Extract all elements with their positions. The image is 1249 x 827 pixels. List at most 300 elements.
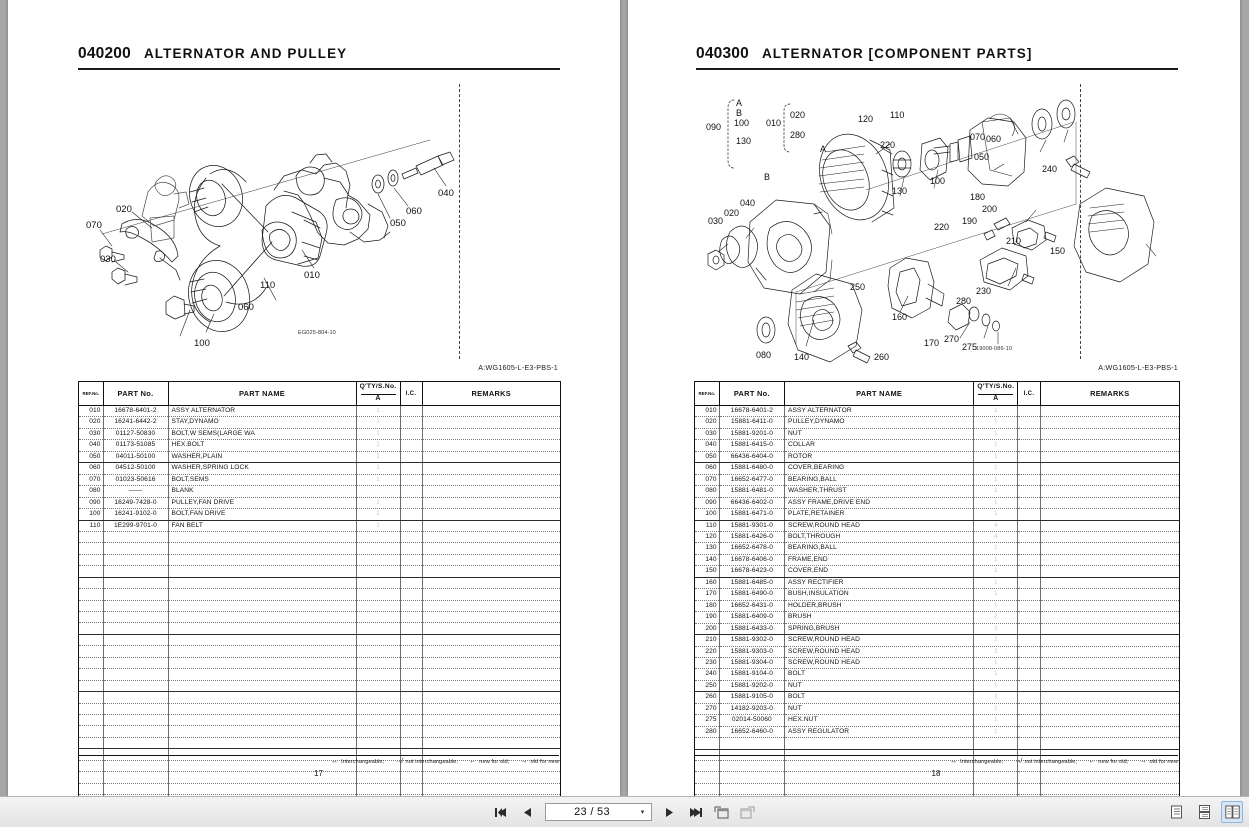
table-row xyxy=(695,680,1179,691)
cell-qty xyxy=(356,531,400,542)
cell-ref-no xyxy=(79,589,103,600)
legend-item xyxy=(469,758,509,765)
cell-ic xyxy=(400,623,422,634)
legend-item xyxy=(1139,758,1178,765)
cell-part-name: ROTOR xyxy=(785,451,974,462)
cell-part-no xyxy=(103,669,168,680)
svg-text:010: 010 xyxy=(766,118,782,128)
cell-part-no: 15881-9202-0 xyxy=(719,680,784,691)
table-row xyxy=(79,417,560,428)
table-row xyxy=(79,486,560,497)
table-row xyxy=(695,428,1179,439)
cell-part-name xyxy=(168,543,356,554)
table-row xyxy=(695,566,1179,577)
cell-part-name: NUT xyxy=(785,703,974,714)
cell-ic xyxy=(1018,406,1040,417)
cell-remarks xyxy=(1040,715,1179,726)
cell-ic xyxy=(400,406,422,417)
cell-qty: 1 xyxy=(974,463,1018,474)
svg-text:030: 030 xyxy=(100,254,116,265)
cell-part-name xyxy=(168,646,356,657)
cell-remarks xyxy=(1040,566,1179,577)
table-row-blank xyxy=(695,783,1179,794)
cell-ref-no: 060 xyxy=(695,463,719,474)
table-row xyxy=(695,531,1179,542)
svg-text:220: 220 xyxy=(934,222,950,232)
svg-text:275: 275 xyxy=(962,342,978,352)
cell-ic xyxy=(1018,417,1040,428)
svg-text:110: 110 xyxy=(260,280,276,291)
cell-ic xyxy=(400,509,422,520)
cell-remarks xyxy=(1040,612,1179,623)
cell-part-no xyxy=(103,692,168,703)
cell-qty xyxy=(356,646,400,657)
cell-qty: 1 xyxy=(974,703,1018,714)
cell-part-no xyxy=(103,600,168,611)
cell-ref-no xyxy=(695,783,719,794)
cell-remarks xyxy=(422,783,560,794)
table-row xyxy=(695,463,1179,474)
document-page-right[interactable] xyxy=(628,0,1240,796)
svg-text:020: 020 xyxy=(724,208,740,218)
cell-qty: 2 xyxy=(974,623,1018,634)
cell-part-name: BOLT xyxy=(785,669,974,680)
cell-ic xyxy=(1018,566,1040,577)
cell-remarks xyxy=(1040,600,1179,611)
cell-qty: 1 xyxy=(974,486,1018,497)
cell-qty: 1 xyxy=(356,463,400,474)
cell-part-name: ASSY ALTERNATOR xyxy=(168,406,356,417)
cell-ic xyxy=(400,520,422,531)
cell-ic xyxy=(1018,428,1040,439)
cell-part-no: 15881-6415-0 xyxy=(719,440,784,451)
cell-qty: 1 xyxy=(974,715,1018,726)
section-code: 040300 xyxy=(696,45,749,62)
cell-ref-no xyxy=(79,566,103,577)
table-row xyxy=(695,600,1179,611)
continuous-view-button[interactable] xyxy=(1193,801,1215,823)
cell-part-no: 15881-9303-0 xyxy=(719,646,784,657)
cell-remarks xyxy=(1040,440,1179,451)
first-page-button[interactable] xyxy=(493,803,510,822)
cell-ic xyxy=(1018,623,1040,634)
cell-qty: 1 xyxy=(974,657,1018,668)
cell-remarks xyxy=(1040,543,1179,554)
cell-part-no: 16652-6477-0 xyxy=(719,474,784,485)
page-number-left: 17 xyxy=(314,769,323,778)
svg-text:020: 020 xyxy=(790,110,806,120)
cell-remarks xyxy=(1040,646,1179,657)
cell-ref-no: 100 xyxy=(79,509,103,520)
page-number-input[interactable] xyxy=(545,803,652,821)
table-row xyxy=(695,577,1179,588)
cell-ref-no: 110 xyxy=(79,520,103,531)
svg-text:230: 230 xyxy=(976,286,992,296)
cell-part-name xyxy=(785,783,974,794)
table-row xyxy=(695,646,1179,657)
cell-part-no xyxy=(103,612,168,623)
table-row xyxy=(695,474,1179,485)
table-row-blank xyxy=(79,692,560,703)
page-title: ALTERNATOR [COMPONENT PARTS] xyxy=(761,46,1033,61)
cell-part-name xyxy=(168,703,356,714)
svg-text:050: 050 xyxy=(390,218,406,229)
cell-ic xyxy=(400,692,422,703)
table-row-blank xyxy=(79,737,560,748)
cell-part-no: 15881-9302-0 xyxy=(719,635,784,646)
cell-part-no: 15881-6490-0 xyxy=(719,589,784,600)
legend-text: old for new xyxy=(1149,758,1178,765)
table-row xyxy=(695,406,1179,417)
cell-ic xyxy=(400,451,422,462)
cell-ic xyxy=(400,680,422,691)
pop-in-panel-icon[interactable] xyxy=(739,803,756,822)
cell-ic xyxy=(1018,520,1040,531)
cell-qty: 2 xyxy=(974,635,1018,646)
cell-ic xyxy=(1018,554,1040,565)
drawing-number-left: EG025-804-10 xyxy=(298,330,336,336)
legend-right xyxy=(694,755,1178,765)
table-row xyxy=(79,474,560,485)
cell-ic xyxy=(1018,726,1040,737)
table-row xyxy=(695,509,1179,520)
cell-part-no: 04512-50100 xyxy=(103,463,168,474)
cell-qty xyxy=(356,657,400,668)
table-row-blank xyxy=(79,543,560,554)
cell-qty xyxy=(356,692,400,703)
cell-qty: 1 xyxy=(974,554,1018,565)
table-row-blank xyxy=(79,703,560,714)
cell-ref-no xyxy=(79,692,103,703)
header-rule xyxy=(696,68,1178,70)
svg-text:050: 050 xyxy=(974,152,990,162)
cell-ref-no xyxy=(79,577,103,588)
cell-ref-no: 150 xyxy=(695,566,719,577)
table-row xyxy=(695,692,1179,703)
cell-ic xyxy=(1018,738,1040,749)
svg-text:B: B xyxy=(764,172,771,182)
last-page-button[interactable] xyxy=(687,803,704,822)
cell-part-name: BOLT,FAN DRIVE xyxy=(168,509,356,520)
header-rule xyxy=(78,68,560,70)
cell-part-name: STAY,DYNAMO xyxy=(168,417,356,428)
table-row-blank xyxy=(79,554,560,565)
cell-part-name: SCREW,ROUND HEAD xyxy=(785,635,974,646)
cell-qty: 1 xyxy=(974,692,1018,703)
cell-part-no xyxy=(103,589,168,600)
svg-text:210: 210 xyxy=(1006,236,1022,246)
cell-qty: 1 xyxy=(356,440,400,451)
sheet-code-right: A:WG1605-L-E3-PBS-1 xyxy=(1098,363,1178,372)
cell-ic xyxy=(400,737,422,748)
cell-part-name: SCREW,ROUND HEAD xyxy=(785,646,974,657)
cell-remarks xyxy=(422,474,560,485)
cell-part-name: SCREW,ROUND HEAD xyxy=(785,520,974,531)
svg-text:060: 060 xyxy=(406,206,422,217)
cell-remarks xyxy=(1040,726,1179,737)
table-row xyxy=(695,520,1179,531)
cell-ic xyxy=(1018,486,1040,497)
table-row xyxy=(79,440,560,451)
cell-ic xyxy=(1018,531,1040,542)
cell-part-no xyxy=(103,623,168,634)
cell-qty: 1 xyxy=(356,417,400,428)
table-row-blank xyxy=(695,738,1179,749)
cell-part-no: 66436-6402-0 xyxy=(719,497,784,508)
cell-remarks xyxy=(1040,783,1179,794)
cell-remarks xyxy=(422,497,560,508)
cell-qty: 1 xyxy=(974,440,1018,451)
cell-ic xyxy=(1018,715,1040,726)
exploded-diagram-left xyxy=(78,82,560,364)
cell-qty xyxy=(356,737,400,748)
cell-part-name xyxy=(168,566,356,577)
cell-ref-no: 070 xyxy=(695,474,719,485)
cell-ref-no xyxy=(79,600,103,611)
cell-ic xyxy=(400,440,422,451)
page-number-right: 18 xyxy=(931,769,941,778)
cell-ref-no xyxy=(79,669,103,680)
cell-ic xyxy=(1018,635,1040,646)
cell-qty: 1 xyxy=(974,428,1018,439)
cell-part-name: WASHER,PLAIN xyxy=(168,451,356,462)
cell-ic xyxy=(400,714,422,725)
col-header-qty xyxy=(974,382,1018,406)
cell-part-no: 16678-6401-2 xyxy=(103,406,168,417)
cell-part-no: 15881-6426-0 xyxy=(719,531,784,542)
cell-part-no xyxy=(103,634,168,645)
cell-qty xyxy=(974,738,1018,749)
cell-ref-no: 270 xyxy=(695,703,719,714)
legend-text: Interchangeable; xyxy=(960,758,1004,765)
cell-part-name xyxy=(168,692,356,703)
cell-qty: 1 xyxy=(974,406,1018,417)
cell-remarks xyxy=(1040,406,1179,417)
svg-text:070: 070 xyxy=(86,220,102,231)
cell-ic xyxy=(400,543,422,554)
cell-ic xyxy=(400,612,422,623)
legend-left xyxy=(78,755,559,765)
cell-ref-no xyxy=(79,714,103,725)
cell-remarks xyxy=(422,509,560,520)
cell-ic xyxy=(400,783,422,794)
svg-text:140: 140 xyxy=(794,352,810,362)
cell-part-name: BOLT,SEMS xyxy=(168,474,356,485)
cell-ic xyxy=(1018,497,1040,508)
cell-ic xyxy=(1018,440,1040,451)
cell-ref-no: 220 xyxy=(695,646,719,657)
cell-ref-no xyxy=(695,738,719,749)
cell-ic xyxy=(400,669,422,680)
table-row-blank xyxy=(79,726,560,737)
cell-ic xyxy=(1018,783,1040,794)
cell-remarks xyxy=(422,486,560,497)
cell-remarks xyxy=(1040,669,1179,680)
svg-text:A: A xyxy=(820,144,827,154)
cell-part-name xyxy=(168,657,356,668)
legend-text: new for old; xyxy=(479,758,510,765)
table-row-blank xyxy=(79,589,560,600)
cell-qty xyxy=(356,703,400,714)
cell-remarks xyxy=(1040,486,1179,497)
cell-ref-no xyxy=(79,657,103,668)
previous-page-button[interactable] xyxy=(519,803,536,822)
svg-text:020: 020 xyxy=(116,204,132,215)
next-page-button[interactable] xyxy=(661,803,678,822)
table-row-blank xyxy=(79,783,560,794)
cell-ref-no: 090 xyxy=(695,497,719,508)
cell-part-name xyxy=(168,600,356,611)
cell-remarks xyxy=(422,520,560,531)
cell-ref-no: 010 xyxy=(695,406,719,417)
cell-remarks xyxy=(422,692,560,703)
svg-text:160: 160 xyxy=(892,312,908,322)
svg-text:220: 220 xyxy=(880,140,896,150)
cell-part-no xyxy=(103,577,168,588)
pop-out-panel-icon[interactable] xyxy=(713,803,730,822)
legend-symbol: → xyxy=(1139,758,1147,765)
cell-ref-no: 180 xyxy=(695,600,719,611)
legend-symbol: → xyxy=(520,758,528,765)
cell-ic xyxy=(400,577,422,588)
cell-ic xyxy=(400,726,422,737)
cell-ic xyxy=(400,417,422,428)
cell-part-name xyxy=(168,577,356,588)
legend-text: not interchangeable; xyxy=(1024,758,1078,765)
cell-ic xyxy=(1018,509,1040,520)
legend-symbol: ← xyxy=(1088,758,1096,765)
cell-part-no xyxy=(103,726,168,737)
cell-part-no xyxy=(103,783,168,794)
section-code: 040200 xyxy=(78,45,131,62)
table-row xyxy=(695,554,1179,565)
svg-text:270: 270 xyxy=(944,334,960,344)
cell-remarks xyxy=(1040,509,1179,520)
cell-part-no: 16652-6478-0 xyxy=(719,543,784,554)
cell-qty: 1 xyxy=(974,600,1018,611)
cell-ic xyxy=(400,646,422,657)
table-row xyxy=(695,417,1179,428)
cell-ic xyxy=(400,634,422,645)
cell-ic xyxy=(1018,657,1040,668)
cell-part-no: 15881-6481-0 xyxy=(719,486,784,497)
table-row-blank xyxy=(79,566,560,577)
cell-remarks xyxy=(1040,577,1179,588)
cell-qty: 4 xyxy=(974,520,1018,531)
svg-text:280: 280 xyxy=(956,296,972,306)
legend-item xyxy=(331,758,384,765)
cell-part-name xyxy=(168,680,356,691)
cell-qty: 1 xyxy=(356,520,400,531)
table-row-blank xyxy=(79,669,560,680)
legend-symbol: ← xyxy=(469,758,477,765)
cell-remarks xyxy=(1040,589,1179,600)
cell-qty xyxy=(356,577,400,588)
col-header-qty-label: Q'TY/S.No. xyxy=(977,383,1015,390)
cell-part-name xyxy=(168,714,356,725)
cell-part-name: COLLAR xyxy=(785,440,974,451)
cell-ref-no: 080 xyxy=(695,486,719,497)
single-page-view-button[interactable] xyxy=(1165,801,1187,823)
cell-ref-no xyxy=(79,634,103,645)
two-page-view-button[interactable] xyxy=(1221,801,1243,823)
table-row xyxy=(695,440,1179,451)
cell-part-no xyxy=(103,566,168,577)
cell-part-no: 01173-51085 xyxy=(103,440,168,451)
cell-remarks xyxy=(422,714,560,725)
cell-remarks xyxy=(422,566,560,577)
table-row xyxy=(695,589,1179,600)
table-row xyxy=(79,406,560,417)
col-header-ref-no: REF.No. xyxy=(79,382,103,406)
cell-remarks xyxy=(422,531,560,542)
cell-ref-no xyxy=(79,554,103,565)
cell-remarks xyxy=(422,600,560,611)
cell-qty: 1 xyxy=(356,509,400,520)
cell-ic xyxy=(1018,463,1040,474)
cell-part-no xyxy=(719,738,784,749)
page-number-value: 23 / 53 xyxy=(574,806,610,818)
cell-part-name: HOLDER,BRUSH xyxy=(785,600,974,611)
cell-ref-no: 050 xyxy=(79,451,103,462)
cell-part-name: BEARING,BALL xyxy=(785,543,974,554)
parts-table-left xyxy=(78,381,561,796)
cell-part-no: 16678-6423-0 xyxy=(719,566,784,577)
cell-qty: 2 xyxy=(974,646,1018,657)
svg-text:130: 130 xyxy=(736,136,752,146)
col-header-part-name: PART NAME xyxy=(785,382,974,406)
cell-part-no xyxy=(103,646,168,657)
cell-remarks xyxy=(1040,703,1179,714)
cell-part-name xyxy=(168,589,356,600)
cell-remarks xyxy=(422,554,560,565)
cell-qty xyxy=(356,589,400,600)
cell-remarks xyxy=(422,634,560,645)
cell-part-name xyxy=(168,634,356,645)
cell-ref-no: 030 xyxy=(695,428,719,439)
svg-text:170: 170 xyxy=(924,338,940,348)
cell-qty: 1 xyxy=(974,451,1018,462)
cell-qty xyxy=(356,566,400,577)
chevron-down-icon[interactable]: ▾ xyxy=(640,809,645,816)
cell-remarks xyxy=(422,726,560,737)
cell-remarks xyxy=(1040,635,1179,646)
cell-remarks xyxy=(422,463,560,474)
page-header-left xyxy=(78,45,560,70)
view-mode-group xyxy=(1165,801,1243,823)
cell-remarks xyxy=(1040,657,1179,668)
cell-part-no: 15881-6433-0 xyxy=(719,623,784,634)
cell-qty: 1 xyxy=(974,589,1018,600)
cell-remarks xyxy=(1040,680,1179,691)
cell-remarks xyxy=(422,646,560,657)
cell-ic xyxy=(400,428,422,439)
cell-part-no: 16241-6442-2 xyxy=(103,417,168,428)
col-header-qty-sub: A xyxy=(993,394,999,402)
cell-qty: 1 xyxy=(974,577,1018,588)
cell-ref-no: 140 xyxy=(695,554,719,565)
svg-text:040: 040 xyxy=(740,198,756,208)
cell-ic xyxy=(1018,612,1040,623)
cell-part-name: BOLT,THROUGH xyxy=(785,531,974,542)
svg-text:250: 250 xyxy=(850,282,866,292)
cell-ref-no xyxy=(79,737,103,748)
cell-ref-no: 040 xyxy=(79,440,103,451)
svg-text:100: 100 xyxy=(194,338,210,349)
cell-ref-no: 080 xyxy=(79,486,103,497)
document-page-left[interactable] xyxy=(8,0,620,796)
cell-ref-no: 130 xyxy=(695,543,719,554)
